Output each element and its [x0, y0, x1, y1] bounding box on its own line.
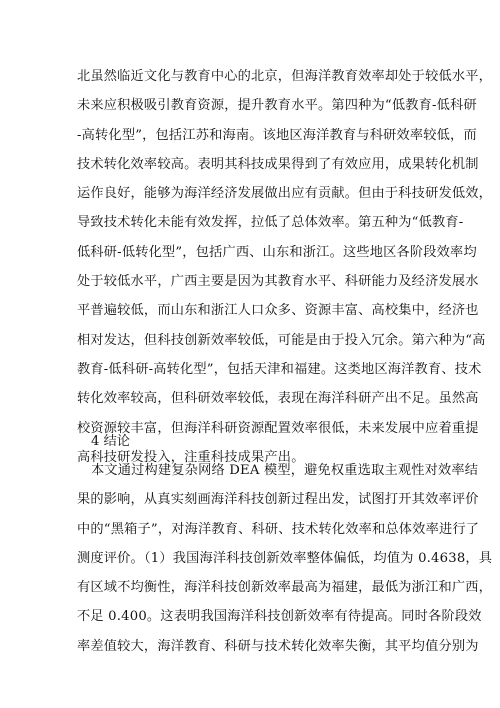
text-line: 本文通过构建复杂网络 DEA 模型，避免权重选取主观性对效率结	[91, 463, 479, 478]
text-line: 中的“黑箱子”，对海洋教育、科研、技术转化效率和总体效率进行了	[77, 521, 480, 537]
text-line: 平普遍较低，而山东和浙江人口众多、资源丰富、高校集中，经济也	[77, 303, 479, 319]
text-line: 导致技术转化未能有效发挥，拉低了总体效率。第五种为“低教育-	[77, 215, 464, 231]
text-line: 率差值较大，海洋教育、科研与技术转化效率失衡，其平均值分别为	[77, 638, 479, 654]
text-line: 果的影响，从真实刻画海洋科技创新过程出发，试图打开其效率评价	[77, 492, 479, 508]
text-line: 不足 0.400。这表明我国海洋科技创新效率有待提高。同时各阶段效	[77, 609, 482, 625]
text-line: 教育-低科研-高转化型”，包括天津和福建。这类地区海洋教育、技术	[77, 361, 482, 377]
text-line: 北虽然临近文化与教育中心的北京，但海洋教育效率却处于较低水平，	[77, 69, 493, 84]
text-line: 高科技研发投入，注重科技成果产出。	[77, 449, 305, 465]
text-line: 校资源较丰富，但海洋科研资源配置效率很低，未来发展中应着重提	[77, 420, 479, 436]
text-line: 运作良好，能够为海洋经济发展做出应有贡献。但由于科技研发低效，	[77, 186, 493, 202]
paragraph-analysis	[77, 62, 493, 472]
text-line: 未来应积极吸引教育资源，提升教育水平。第四种为“低教育-低科研	[77, 98, 477, 114]
text-line: -高转化型”，包括江苏和海南。该地区海洋教育与科研效率较低，而	[77, 127, 477, 143]
text-line: 转化效率较高，但科研效率较低，表现在海洋科研产出不足。虽然高	[77, 391, 479, 407]
text-line: 相对发达，但科技创新效率较低，可能是由于投入冗余。第六种为“高	[77, 332, 486, 348]
section-heading: 4 结论	[91, 434, 130, 449]
text-line: 有区域不均衡性，海洋科技创新效率最高为福建，最低为浙江和广西，	[77, 580, 493, 596]
text-line: 技术转化效率较高。表明其科技成果得到了有效应用，成果转化机制	[77, 156, 479, 172]
text-line: 测度评价。（1）我国海洋科技创新效率整体偏低，均值为 0.4638，具	[77, 550, 493, 566]
text-line: 低科研-低转化型”，包括广西、山东和浙江。这些地区各阶段效率均	[77, 244, 477, 260]
paragraph-conclusion	[77, 456, 493, 661]
text-line: 处于较低水平，广西主要是因为其教育水平、科研能力及经济发展水	[77, 274, 479, 290]
